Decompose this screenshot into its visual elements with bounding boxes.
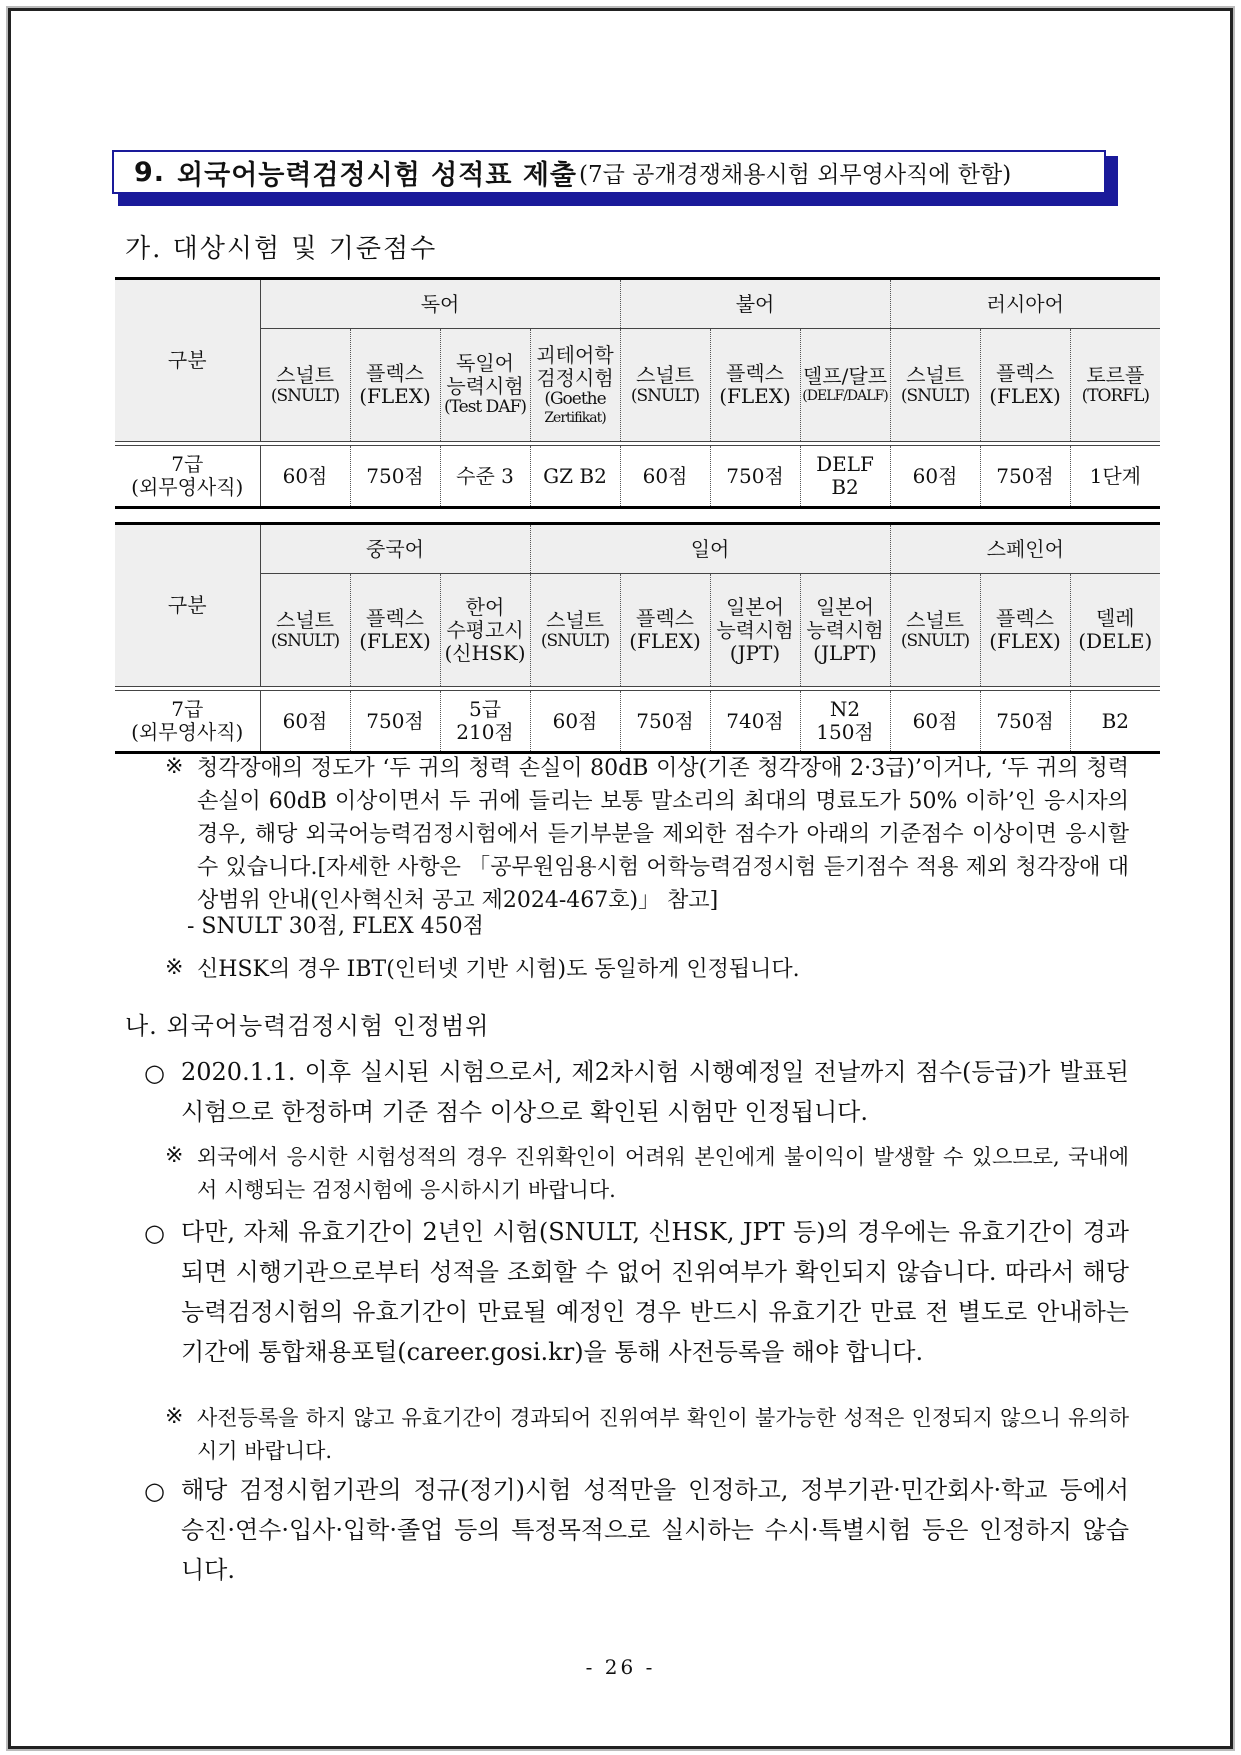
test-name: 플렉스 (FLEX) — [980, 574, 1070, 687]
test-name: 플렉스 (FLEX) — [350, 574, 440, 687]
test-name: 스널트 (SNULT) — [620, 329, 710, 442]
test-name: 스널트 (SNULT) — [530, 574, 620, 687]
test-name: 독일어 능력시험 (Test DAF) — [440, 329, 530, 442]
bullet: ○ — [144, 1477, 165, 1505]
section-subtitle: (7급 공개경쟁채용시험 외무영사직에 한함) — [579, 161, 1012, 188]
score-cell: 60점 — [620, 446, 710, 508]
bullet: ○ — [144, 1059, 165, 1087]
score-cell: DELF B2 — [800, 446, 890, 508]
score-cell: 750점 — [620, 691, 710, 753]
test-name: 플렉스 (FLEX) — [980, 329, 1070, 442]
note-mark: ※ — [165, 1404, 184, 1429]
test-name: 스널트 (SNULT) — [890, 574, 980, 687]
hearing-scores: - SNULT 30점, FLEX 450점 — [187, 914, 484, 939]
test-name: 토르플 (TORFL) — [1070, 329, 1160, 442]
row-label: 7급 (외무영사직) — [115, 691, 260, 753]
language-group: 러시아어 — [890, 279, 1160, 329]
item-b1: 2020.1.1. 이후 실시된 시험으로서, 제2차시험 시행예정일 전날까지 점수(등급)가 발표된 시험으로 한정하며 기준 점수 이상으로 확인된 시험만 인정됩니다. — [181, 1058, 1129, 1126]
language-group: 독어 — [260, 279, 620, 329]
score-cell: 60점 — [260, 691, 350, 753]
language-group: 중국어 — [260, 524, 530, 574]
score-cell: 750점 — [350, 691, 440, 753]
table-label: 구분 — [115, 279, 260, 442]
language-group: 일어 — [530, 524, 890, 574]
note-b2: 사전등록을 하지 않고 유효기간이 경과되어 진위여부 확인이 불가능한 성적은 인정되지 않으니 유의하시기 바랍니다. — [197, 1406, 1129, 1463]
score-cell: 60점 — [890, 691, 980, 753]
score-cell: 750점 — [980, 691, 1070, 753]
score-cell: B2 — [1070, 691, 1160, 753]
subheading-a: 가. 대상시험 및 기준점수 — [125, 234, 438, 264]
page-number: - 26 - — [585, 1655, 656, 1679]
test-name: 한어 수평고시 (신HSK) — [440, 574, 530, 687]
score-cell: 750점 — [710, 446, 800, 508]
section-heading — [112, 150, 1112, 200]
test-name: 델레 (DELE) — [1070, 574, 1160, 687]
test-name: 일본어 능력시험 (JPT) — [710, 574, 800, 687]
note-mark: ※ — [165, 1143, 184, 1168]
subheading-b: 나. 외국어능력검정시험 인정범위 — [125, 1012, 490, 1040]
hsk-note: 신HSK의 경우 IBT(인터넷 기반 시험)도 동일하게 인정됩니다. — [197, 957, 800, 982]
test-name: 스널트 (SNULT) — [890, 329, 980, 442]
score-cell: 750점 — [980, 446, 1070, 508]
table-label: 구분 — [115, 524, 260, 687]
language-group: 불어 — [620, 279, 890, 329]
test-name: 플렉스 (FLEX) — [350, 329, 440, 442]
score-cell: N2 150점 — [800, 691, 890, 753]
test-name: 스널트 (SNULT) — [260, 329, 350, 442]
language-group: 스페인어 — [890, 524, 1160, 574]
score-cell: 60점 — [530, 691, 620, 753]
note-mark: ※ — [165, 754, 184, 779]
score-cell: GZ B2 — [530, 446, 620, 508]
test-name: 플렉스 (FLEX) — [710, 329, 800, 442]
note-mark: ※ — [165, 955, 184, 980]
score-cell: 1단계 — [1070, 446, 1160, 508]
bullet: ○ — [144, 1219, 165, 1247]
score-cell: 5급 210점 — [440, 691, 530, 753]
test-name: 일본어 능력시험 (JLPT) — [800, 574, 890, 687]
test-name: 플렉스 (FLEX) — [620, 574, 710, 687]
score-cell: 750점 — [350, 446, 440, 508]
hearing-note: 청각장애의 정도가 ‘두 귀의 청력 손실이 80dB 이상(기존 청각장애 2·3급)’이거나, ‘두 귀의 청력 손실이 60dB 이상이면서 두 귀에 들리는 보통 말소리의 최대의 명료도가 50% 이하’인 응시자의 경우, 해당 외국어능력검정시험에서 듣기부분을 제외한 점수가 아래의 기준점수 이상이면 응시할 수 있습니다.[자세한 사항은 「공무원임용시험 어학능력검정시험 듣기점수 적용 제외 청각장애 대상범위 안내(인사혁신처 공고 제2024-467호)」 참고] — [197, 756, 1129, 913]
test-name: 델프/달프 (DELF/DALF) — [800, 329, 890, 442]
note-b1: 외국에서 응시한 시험성적의 경우 진위확인이 어려워 본인에게 불이익이 발생할 수 있으므로, 국내에서 시행되는 검정시험에 응시하시기 바랍니다. — [197, 1145, 1129, 1202]
test-name: 스널트 (SNULT) — [260, 574, 350, 687]
score-cell: 60점 — [260, 446, 350, 508]
item-b3: 해당 검정시험기관의 정규(정기)시험 성적만을 인정하고, 정부기관·민간회사·학교 등에서 승진·연수·입사·입학·졸업 등의 특정목적으로 실시하는 수시·특별시험 등은 인정하지 않습니다. — [181, 1476, 1129, 1584]
score-table-2 — [115, 522, 1160, 754]
section-title: 외국어능력검정시험 성적표 제출 — [177, 159, 577, 191]
section-number: 9. — [134, 156, 166, 188]
score-cell: 740점 — [710, 691, 800, 753]
score-table-1 — [115, 277, 1160, 509]
test-name: 괴테어학 검정시험 (Goethe Zertifikat) — [530, 329, 620, 442]
row-label: 7급 (외무영사직) — [115, 446, 260, 508]
score-cell: 수준 3 — [440, 446, 530, 508]
item-b2: 다만, 자체 유효기간이 2년인 시험(SNULT, 신HSK, JPT 등)의 경우에는 유효기간이 경과되면 시행기관으로부터 성적을 조회할 수 없어 진위여부가 확인되지 않습니다. 따라서 해당 능력검정시험의 유효기간이 만료될 예정인 경우 반드시 유효기간 만료 전 별도로 안내하는 기간에 통합채용포털(career.gosi.kr)을 통해 사전등록을 해야 합니다. — [181, 1218, 1129, 1366]
score-cell: 60점 — [890, 446, 980, 508]
